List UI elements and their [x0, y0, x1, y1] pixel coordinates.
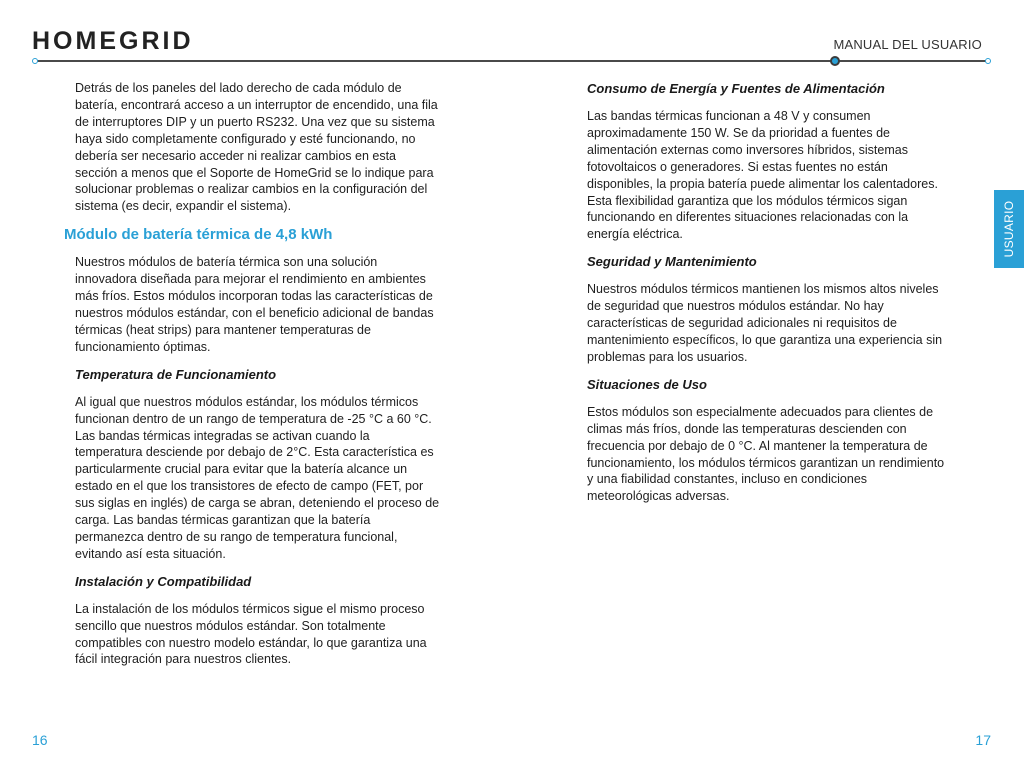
- header-divider: [36, 60, 989, 62]
- temperature-heading: Temperatura de Funcionamiento: [75, 366, 277, 382]
- user-section-tab-label: USUARIO: [1002, 200, 1016, 258]
- temperature-paragraph: Al igual que nuestros módulos estándar, los módulos térmicos funcionan dentro de un rango de temperatura de -25 °C a 60 °C. Las bandas térmicas integradas se activan cuando la temperatura desciende por debajo de 2°C. Esta característica es particularmente crucial para evitar que la batería alcance un estado en el que los transistores de efecto de campo (FET, por sus siglas en inglés) de carga se abran, deteniendo el proceso de carga. Las bandas térmicas garantizan que la batería permanezca dentro de su rango de temperatura funcional, evitando así esta situación.: [75, 394, 440, 561]
- safety-heading: Seguridad y Mantenimiento: [587, 254, 757, 270]
- page-number-right: 17: [975, 732, 991, 748]
- section-title: Módulo de batería térmica de 4,8 kWh: [64, 226, 333, 244]
- installation-heading: Instalación y Compatibilidad: [75, 573, 252, 589]
- energy-paragraph: Las bandas térmicas funcionan a 48 V y consumen aproximadamente 150 W. Se da prioridad a fuentes de alimentación externas como inversores híbridos, sistemas fotovoltaicos o generadores. Si estas fuentes no están disponibles, la propia batería puede alimentar los calentadores. Esta flexibilidad garantiza que los módulos térmicos sigan funcionando en diferentes situaciones relacionadas con la energía eléctrica.: [587, 109, 938, 242]
- intro-paragraph: Detrás de los paneles del lado derecho de cada módulo de batería, encontrará acceso a un interruptor de encendido, una fila de interruptores DIP y un puerto RS232. Una vez que su sistema haya sido completamente configurado y esté funcionando, no debería ser necesario acceder ni realizar cambios en esta sección a menos que el Soporte de HomeGrid se lo indique para solucionar problemas o realizar cambios en la configuración del sistema (es decir, expandir el sistema).: [75, 81, 438, 214]
- usage-heading: Situaciones de Uso: [587, 376, 707, 392]
- manual-title: MANUAL DEL USUARIO: [833, 37, 982, 52]
- installation-paragraph: La instalación de los módulos térmicos sigue el mismo proceso sencillo que nuestros módulos estándar. Son totalmente compatibles con nuestro modelo estándar, lo que garantiza una fácil integración para nuestros clientes.: [75, 601, 427, 667]
- divider-center-dot: [830, 56, 840, 66]
- safety-paragraph: Nuestros módulos térmicos mantienen los mismos altos niveles de seguridad que nuestros módulos estándar. No hay características de seguridad adicionales ni requisitos de mantenimiento específicos, lo que garantiza una experiencia sin problemas para los usuarios.: [587, 282, 943, 364]
- usage-paragraph: Estos módulos son especialmente adecuados para clientes de climas más fríos, donde las temperaturas descienden con frecuencia por debajo de 0 °C. Al mantener la temperatura de funcionamiento, los módulos térmicos garantizan un rendimiento y una fiabilidad constantes, incluso en condiciones meteorológicas adversas.: [587, 404, 945, 504]
- homegrid-logo: HOMEGRID: [32, 27, 194, 55]
- section-intro-paragraph: Nuestros módulos de batería térmica son una solución innovadora diseñada para mejorar el rendimiento en ambientes más fríos. Estos módulos incorporan todas las características de nuestros módulos estándar, con el beneficio adicional de bandas térmicas (heat strips) para mantener temperaturas de funcionamiento óptimas.: [75, 255, 434, 354]
- divider-left-dot: [32, 58, 38, 64]
- page-number-left: 16: [32, 732, 48, 748]
- energy-heading: Consumo de Energía y Fuentes de Alimentación: [587, 81, 885, 96]
- user-section-tab[interactable]: [994, 190, 1024, 268]
- right-column: [587, 80, 949, 515]
- divider-right-dot: [985, 58, 991, 64]
- left-column: [64, 80, 440, 678]
